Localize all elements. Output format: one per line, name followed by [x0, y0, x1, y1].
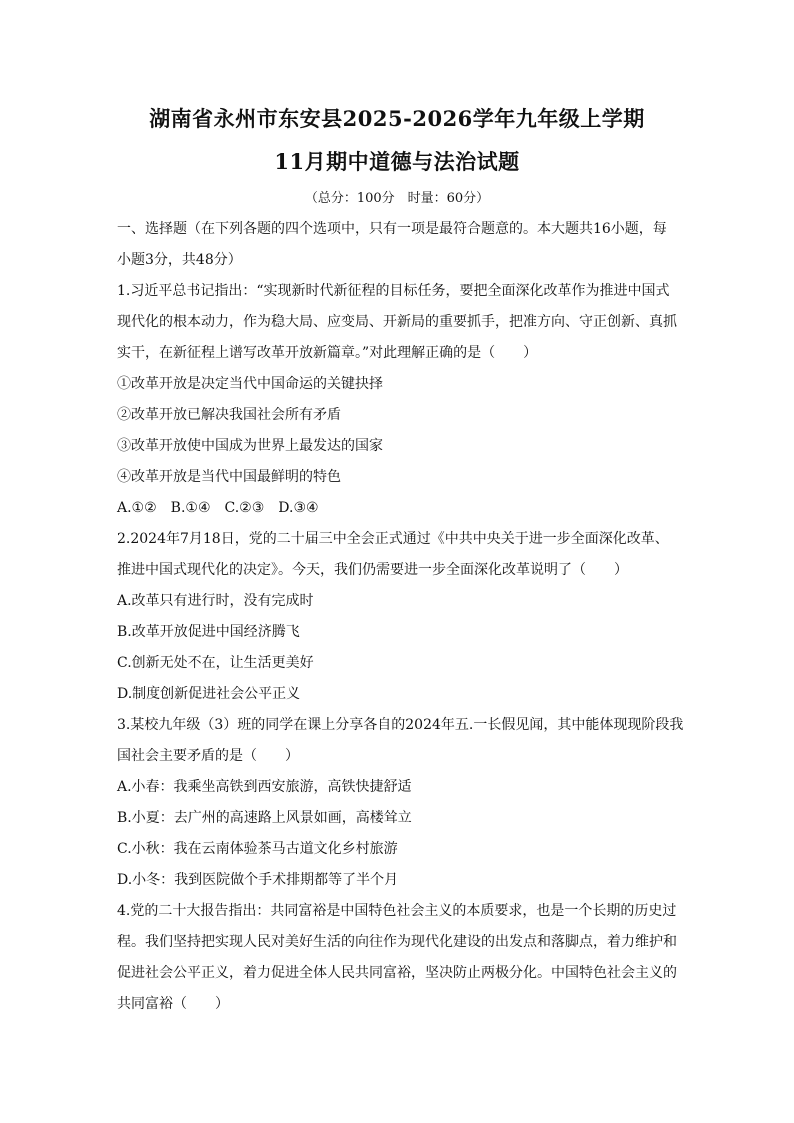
question-2-option-a: A.改革只有进行时，没有完成时 — [117, 593, 314, 609]
question-2-option-d: D.制度创新促进社会公平正义 — [117, 686, 301, 702]
question-3-option-d: D.小冬：我到医院做个手术排期都等了半个月 — [117, 872, 399, 888]
exam-title-line-2: 11月期中道德与法治试题 — [274, 149, 520, 174]
question-1-statement-1: ①改革开放是决定当代中国命运的关键抉择 — [117, 376, 383, 392]
question-3-option-a: A.小春：我乘坐高铁到西安旅游，高铁快捷舒适 — [117, 779, 412, 795]
question-2-option-c: C.创新无处不在，让生活更美好 — [117, 655, 314, 671]
question-1-options: A.①② B.①④ C.②③ D.③④ — [117, 500, 319, 516]
exam-content — [117, 214, 684, 1020]
exam-title-line-1: 湖南省永州市东安县2025-2026学年九年级上学期 — [149, 106, 645, 131]
exam-score-time: （总分：100分 时量：60分） — [304, 191, 490, 206]
question-1-statement-3: ③改革开放使中国成为世界上最发达的国家 — [117, 438, 383, 454]
question-2-stem-cont: 推进中国式现代化的决定》。今天，我们仍需要进一步全面深化改革说明了（ ） — [117, 562, 628, 578]
question-1-statement-2: ②改革开放已解决我国社会所有矛盾 — [117, 407, 341, 423]
question-4-stem: 4.党的二十大报告指出：共同富裕是中国特色社会主义的本质要求，也是一个长期的历史过 — [117, 903, 677, 919]
question-2-stem: 2.2024年7月18日，党的二十届三中全会正式通过《中共中央关于进一步全面深化改革、 — [117, 531, 669, 547]
section-instructions-cont: 小题3分，共48分） — [117, 252, 242, 268]
section-instructions: 一、选择题（在下列各题的四个选项中，只有一项是最符合题意的。本大题共16小题，每 — [117, 221, 667, 237]
question-4-stem-cont: 共同富裕（ ） — [117, 996, 229, 1012]
question-3-stem: 3.某校九年级（3）班的同学在课上分享各自的2024年五.一长假见闻，其中能体现现阶段我 — [117, 717, 684, 733]
question-4-stem-cont: 程。我们坚持把实现人民对美好生活的向往作为现代化建设的出发点和落脚点，着力维护和 — [117, 934, 677, 950]
question-3-option-c: C.小秋：我在云南体验茶马古道文化乡村旅游 — [117, 841, 398, 857]
question-4-stem-cont: 促进社会公平正义，着力促进全体人民共同富裕，坚决防止两极分化。中国特色社会主义的 — [117, 965, 677, 981]
question-3-stem-cont: 国社会主要矛盾的是（ ） — [117, 748, 299, 764]
question-1-stem-cont: 现代化的根本动力，作为稳大局、应变局、开新局的重要抓手，把准方向、守正创新、真抓 — [117, 314, 677, 330]
question-1-statement-4: ④改革开放是当代中国最鲜明的特色 — [117, 469, 341, 485]
question-3-option-b: B.小夏：去广州的高速路上风景如画，高楼耸立 — [117, 810, 412, 826]
question-1-stem-cont: 实干，在新征程上谱写改革开放新篇章。”对此理解正确的是（ ） — [117, 345, 538, 361]
question-1-stem: 1.习近平总书记指出：“实现新时代新征程的目标任务，要把全面深化改革作为推进中国式 — [117, 283, 670, 299]
question-2-option-b: B.改革开放促进中国经济腾飞 — [117, 624, 300, 640]
